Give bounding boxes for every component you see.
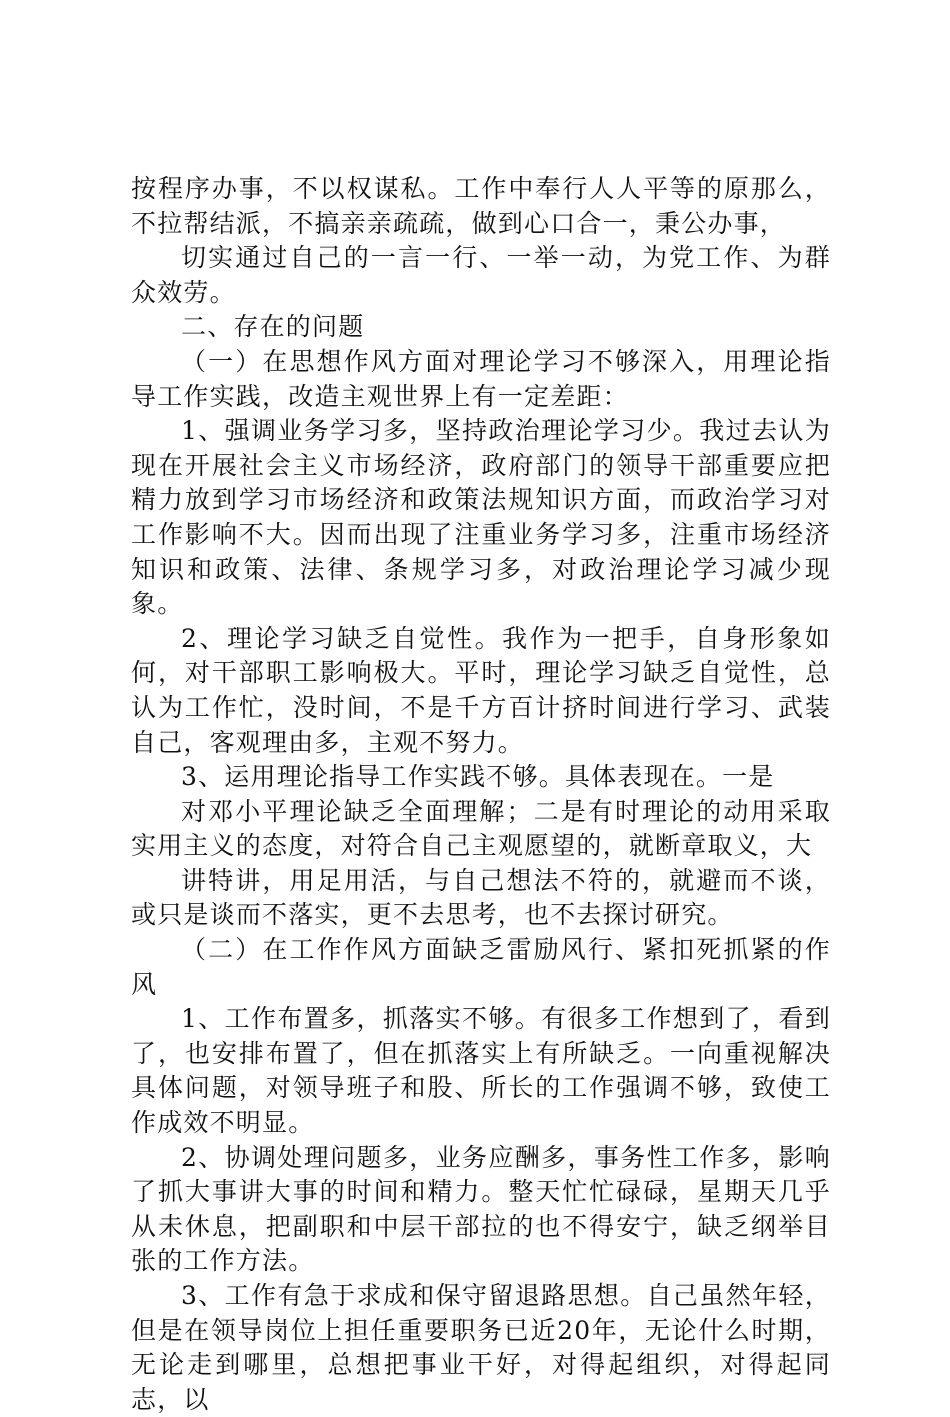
section-heading: 二、存在的问题 (181, 312, 365, 342)
paragraph: 3、运用理论指导工作实践不够。具体表现在。一是 (181, 762, 775, 792)
paragraph: 2、协调处理问题多，业务应酬多，事务性工作多，影响了抓大事讲大事的时间和精力。整天忙忙碌碌，星期天几乎从未休息，把副职和中层干部拉的也不得安宁，缺乏纲举目张的工作方法。 (131, 1142, 831, 1276)
paragraph: 按程序办事，不以权谋私。工作中奉行人人平等的原那么，不拉帮结派，不搞亲亲疏疏，做到心口合一，秉公办事， (131, 174, 831, 238)
paragraph: 讲特讲，用足用活，与自己想法不符的，就避而不谈，或只是谈而不落实，更不去思考，也不去探讨研究。 (131, 865, 831, 930)
paragraph: 对邓小平理论缺乏全面理解；二是有时理论的动用采取实用主义的态度，对符合自己主观愿望的，就断章取义，大 (131, 796, 831, 861)
subsection-heading: （二）在工作作风方面缺乏雷励风行、紧扣死抓紧的作风 (131, 935, 831, 999)
subsection-heading: （一）在思想作风方面对理论学习不够深入，用理论指导工作实践，改造主观世界上有一定差距： (131, 346, 831, 411)
paragraph: 1、工作布置多，抓落实不够。有很多工作想到了，看到了，也安排布置了，但在抓落实上有所缺乏。一向重视解决具体问题，对领导班子和股、所长的工作强调不够，致使工作成效不明显。 (131, 1004, 831, 1138)
document-body (131, 172, 831, 1417)
paragraph: 1、强调业务学习多，坚持政治理论学习少。我过去认为现在开展社会主义市场经济，政府部门的领导干部重要应把精力放到学习市场经济和政策法规知识方面，而政治学习对工作影响不大。因而出现了注重业务学习多，注重市场经济知识和政策、法律、条规学习多，对政治理论学习减少现象。 (131, 416, 831, 619)
paragraph: 3、工作有急于求成和保守留退路思想。自己虽然年轻，但是在领导岗位上担任重要职务已近20年，无论什么时期，无论走到哪里，总想把事业干好，对得起组织，对得起同志，以 (131, 1281, 831, 1414)
paragraph: 2、理论学习缺乏自觉性。我作为一把手，自身形象如何，对干部职工影响极大。平时，理论学习缺乏自觉性，总认为工作忙，没时间，不是千方百计挤时间进行学习、武装自己，客观理由多，主观不努力。 (131, 623, 831, 757)
paragraph: 切实通过自己的一言一行、一举一动，为党工作、为群众效劳。 (131, 243, 831, 307)
